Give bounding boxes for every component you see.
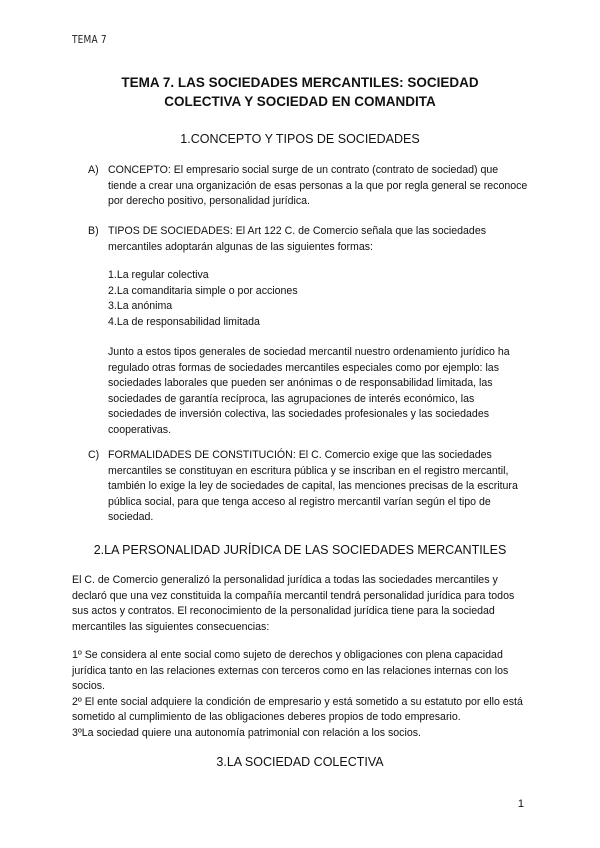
item-c-letter: C) <box>88 449 100 461</box>
list-item: 3.La anónima <box>108 300 173 313</box>
page-number: 1 <box>517 798 524 810</box>
item-b <box>88 224 528 255</box>
consequences-block <box>72 648 530 742</box>
item-a-text: CONCEPTO: El empresario social surge de un contrato (contrato de sociedad) que tiende a crear una organización de esas personas a la que por regla general se reconoce por derecho positivo, personalidad jurídica. <box>108 164 528 208</box>
list-item: 2.La comanditaria simple o por acciones <box>108 284 298 297</box>
page-header: TEMA 7 <box>72 33 107 46</box>
item-b-extra-text: Junto a estos tipos generales de sociedad mercantil nuestro ordenamiento jurídico ha regulado otras formas de sociedades mercantiles especiales como por ejemplo: las sociedades laborales que pueden ser anónimas o de responsabilidad limitada, las sociedades de garantía recíproca, las agrupaciones de interés económico, las sociedades de inversión colectiva, las sociedades profesionales y las sociedades cooperativas. <box>108 346 510 436</box>
item-b-extra-paragraph <box>108 345 528 439</box>
society-types-list <box>108 268 528 330</box>
item-c <box>88 448 528 526</box>
personality-paragraph: El C. de Comercio generalizó la personalidad jurídica a todas las sociedades mercantiles y declaró que una vez constituida la compañía mercantil tendrá personalidad jurídica para todos sus actos y contratos. El reconocimiento de la personalidad jurídica tiene para la sociedad mercantiles las siguientes consecuencias: <box>72 574 515 633</box>
title-line-1: TEMA 7. LAS SOCIEDADES MERCANTILES: SOCIEDAD <box>121 75 479 90</box>
consequence-1: 1º Se considera al ente social como sujeto de derechos y obligaciones con plena capacidad jurídica tanto en las relaciones externas con terceros como en las relaciones internas con los socios. <box>72 649 509 693</box>
section-heading-3: 3.LA SOCIEDAD COLECTIVA <box>216 755 384 769</box>
item-b-letter: B) <box>88 225 99 237</box>
title-line-2: COLECTIVA Y SOCIEDAD EN COMANDITA <box>164 94 436 109</box>
item-b-text: TIPOS DE SOCIEDADES: El Art 122 C. de Comercio señala que las sociedades mercantiles adoptarán algunas de las siguientes formas: <box>108 225 487 253</box>
item-a <box>88 163 528 210</box>
list-item: 1.La regular colectiva <box>108 269 209 281</box>
section-heading-1: 1.CONCEPTO Y TIPOS DE SOCIEDADES <box>180 132 420 146</box>
item-c-text: FORMALIDADES DE CONSTITUCIÓN: El C. Comercio exige que las sociedades mercantiles se constituyan en escritura pública y se inscriban en el registro mercantil, también lo exige la ley de sociedades de capital, las menciones precisas de la escritura pública social, para que tenga acceso al registro mercantil varían según el tipo de sociedad. <box>108 449 518 524</box>
section-heading-2: 2.LA PERSONALIDAD JURÍDICA DE LAS SOCIEDADES MERCANTILES <box>93 543 507 557</box>
document-title <box>100 73 500 111</box>
consequence-2: 2º El ente social adquiere la condición de empresario y está sometido a su estatuto por ello está sometido al cumplimiento de las obligaciones deberes propios de todo empresario. <box>72 695 523 724</box>
list-item: 4.La de responsabilidad limitada <box>108 315 260 328</box>
item-a-letter: A) <box>88 164 99 176</box>
consequence-3: 3ºLa sociedad quiere una autonomía patrimonial con relación a los socios. <box>72 726 421 739</box>
